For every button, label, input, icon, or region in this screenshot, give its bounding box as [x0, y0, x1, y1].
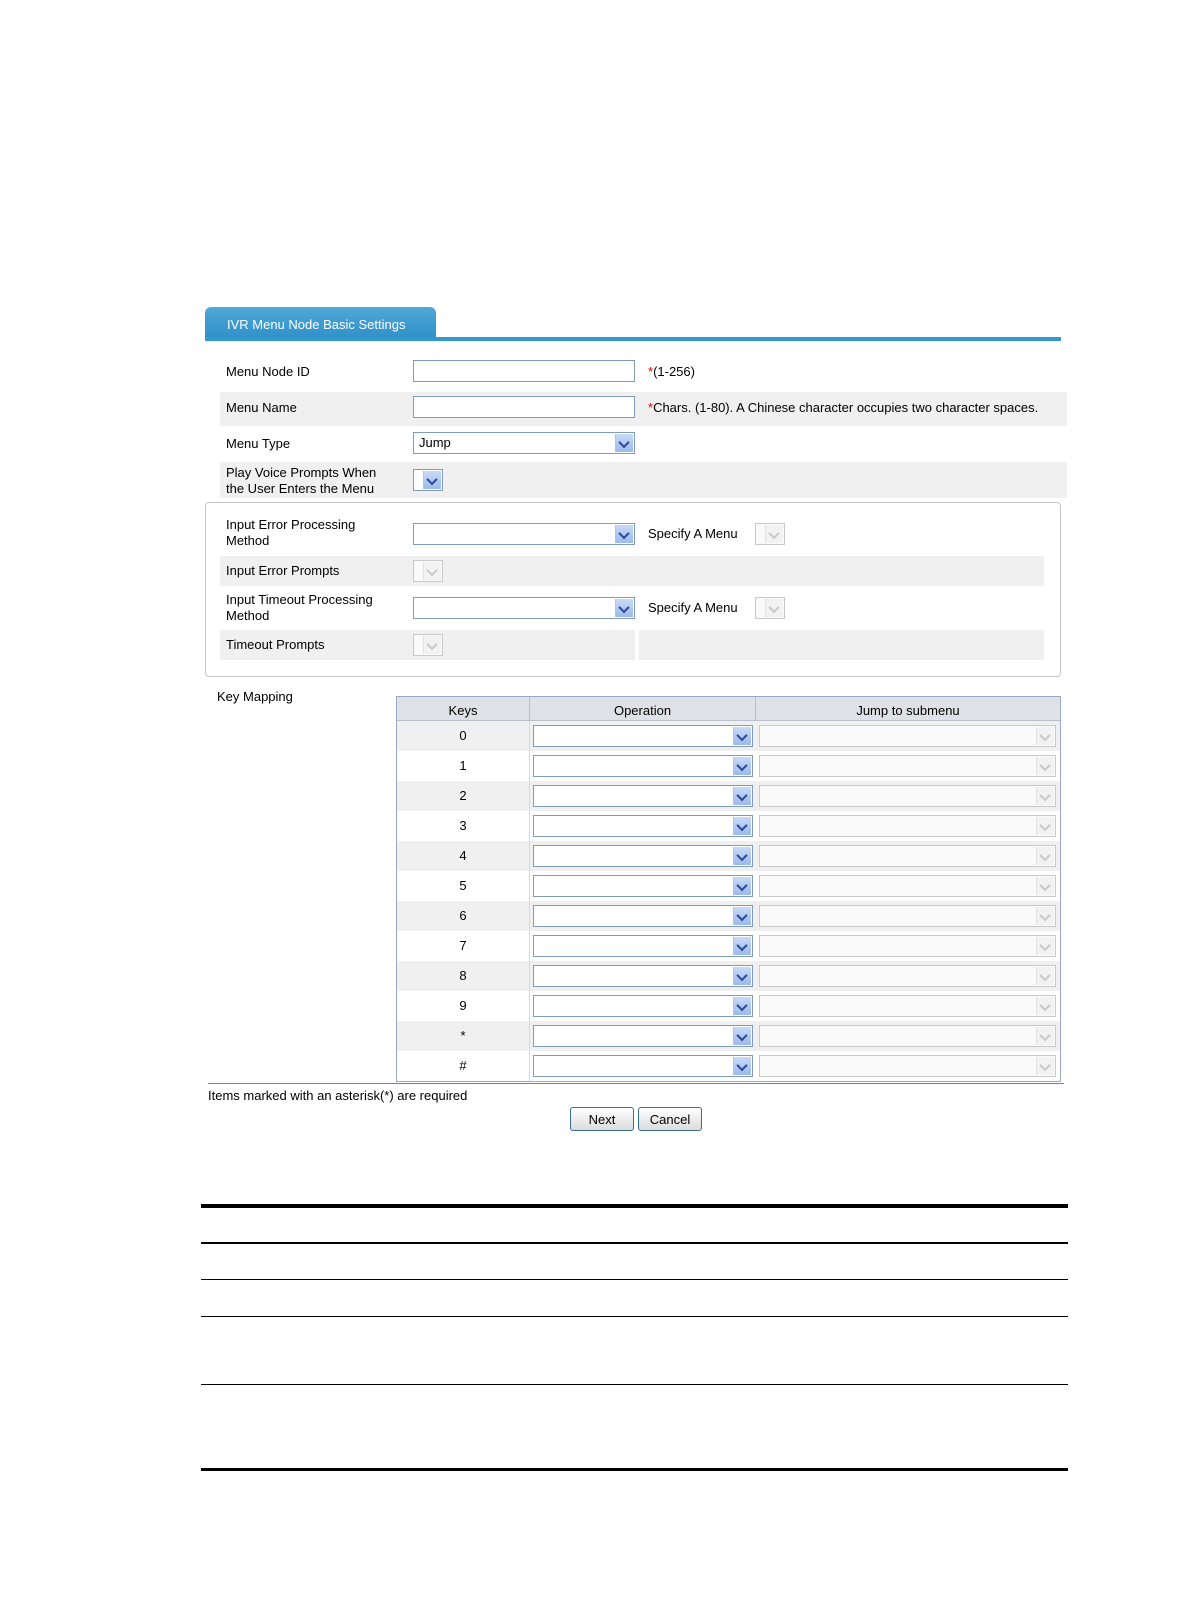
doc-table-row-rule	[201, 1279, 1068, 1280]
input-error-method-label	[226, 517, 355, 549]
play-voice-select[interactable]	[413, 469, 443, 491]
operation-select[interactable]	[533, 995, 753, 1017]
chevron-down-icon	[1036, 757, 1054, 775]
jump-to-submenu-select[interactable]	[759, 875, 1056, 897]
chevron-down-icon	[733, 907, 751, 925]
chevron-down-icon	[615, 434, 633, 452]
key-cell: 8	[397, 961, 530, 991]
footer-divider	[208, 1083, 1064, 1084]
jump-to-submenu-select[interactable]	[759, 995, 1056, 1017]
table-row	[397, 871, 1060, 901]
play-voice-label	[226, 465, 376, 497]
jump-to-submenu-select[interactable]	[759, 935, 1056, 957]
operation-select[interactable]	[533, 965, 753, 987]
jump-to-submenu-select[interactable]	[759, 1055, 1056, 1077]
key-cell: 0	[397, 721, 530, 751]
operation-select[interactable]	[533, 875, 753, 897]
input-error-method-select[interactable]	[413, 523, 635, 545]
chevron-down-icon	[1036, 817, 1054, 835]
menu-name-constraint: Chars. (1-80). A Chinese character occupies two character spaces.	[653, 400, 1039, 415]
chevron-down-icon	[733, 937, 751, 955]
table-row	[397, 721, 1060, 751]
chevron-down-icon	[733, 727, 751, 745]
play-voice-label-line1: Play Voice Prompts When	[226, 465, 377, 480]
key-mapping-label: Key Mapping	[217, 689, 293, 704]
tab-underline	[205, 337, 1061, 341]
input-timeout-method-label-line2: Method	[226, 608, 270, 623]
key-mapping-table	[396, 696, 1061, 1082]
chevron-down-icon	[733, 1027, 751, 1045]
chevron-down-icon	[733, 877, 751, 895]
table-row	[397, 991, 1060, 1021]
table-row	[397, 931, 1060, 961]
table-row	[397, 841, 1060, 871]
input-timeout-method-select[interactable]	[413, 597, 635, 619]
input-error-method-label-line2: Method	[226, 533, 270, 548]
jump-to-submenu-select[interactable]	[759, 845, 1056, 867]
key-cell: *	[397, 1021, 530, 1051]
chevron-down-icon	[1036, 1027, 1054, 1045]
chevron-down-icon	[1036, 997, 1054, 1015]
menu-name-hint	[648, 400, 1038, 415]
key-cell: 9	[397, 991, 530, 1021]
key-cell: 1	[397, 751, 530, 781]
tab-ivr-menu-node-basic-settings[interactable]: IVR Menu Node Basic Settings	[205, 307, 436, 340]
chevron-down-icon	[1036, 847, 1054, 865]
menu-name-input[interactable]	[413, 396, 635, 418]
chevron-down-icon	[1036, 967, 1054, 985]
operation-select[interactable]	[533, 755, 753, 777]
chevron-down-icon	[733, 967, 751, 985]
chevron-down-icon	[423, 562, 441, 580]
required-note: Items marked with an asterisk(*) are required	[208, 1088, 468, 1103]
column-header-keys: Keys	[397, 697, 530, 721]
operation-select[interactable]	[533, 725, 753, 747]
key-cell: #	[397, 1051, 530, 1081]
operation-select[interactable]	[533, 935, 753, 957]
operation-select[interactable]	[533, 785, 753, 807]
operation-select[interactable]	[533, 1055, 753, 1077]
operation-select[interactable]	[533, 815, 753, 837]
input-timeout-specify-menu-label: Specify A Menu	[648, 600, 738, 615]
key-cell: 4	[397, 841, 530, 871]
table-row	[397, 901, 1060, 931]
menu-node-id-label: Menu Node ID	[226, 364, 310, 379]
chevron-down-icon	[733, 1057, 751, 1075]
chevron-down-icon	[765, 525, 783, 543]
jump-to-submenu-select[interactable]	[759, 755, 1056, 777]
operation-select[interactable]	[533, 1025, 753, 1047]
key-cell: 2	[397, 781, 530, 811]
menu-type-value: Jump	[419, 435, 451, 450]
next-button[interactable]: Next	[570, 1107, 634, 1131]
jump-to-submenu-select[interactable]	[759, 725, 1056, 747]
jump-to-submenu-select[interactable]	[759, 785, 1056, 807]
jump-to-submenu-select[interactable]	[759, 905, 1056, 927]
chevron-down-icon	[733, 817, 751, 835]
input-error-method-label-line1: Input Error Processing	[226, 517, 356, 532]
table-row	[397, 781, 1060, 811]
operation-select[interactable]	[533, 905, 753, 927]
chevron-down-icon	[1036, 1057, 1054, 1075]
jump-to-submenu-select[interactable]	[759, 1025, 1056, 1047]
column-header-jump-to-submenu: Jump to submenu	[756, 697, 1060, 721]
key-cell: 6	[397, 901, 530, 931]
timeout-prompts-row-filler	[639, 630, 1044, 660]
chevron-down-icon	[1036, 877, 1054, 895]
table-row	[397, 811, 1060, 841]
input-error-specify-menu-select[interactable]	[755, 523, 785, 545]
chevron-down-icon	[1036, 727, 1054, 745]
doc-table-header-rule	[201, 1242, 1068, 1244]
column-header-operation: Operation	[530, 697, 756, 721]
chevron-down-icon	[423, 636, 441, 654]
input-error-prompts-label: Input Error Prompts	[226, 563, 340, 578]
doc-table-row-rule	[201, 1316, 1068, 1317]
key-cell: 3	[397, 811, 530, 841]
chevron-down-icon	[615, 525, 633, 543]
input-error-prompts-select[interactable]	[413, 560, 443, 582]
input-timeout-specify-menu-select[interactable]	[755, 597, 785, 619]
menu-type-select[interactable]	[413, 432, 635, 454]
chevron-down-icon	[733, 997, 751, 1015]
table-row	[397, 751, 1060, 781]
chevron-down-icon	[1036, 907, 1054, 925]
chevron-down-icon	[423, 471, 441, 489]
chevron-down-icon	[733, 787, 751, 805]
chevron-down-icon	[1036, 787, 1054, 805]
input-timeout-method-label-line1: Input Timeout Processing	[226, 592, 373, 607]
table-row	[397, 961, 1060, 991]
input-error-specify-menu-label: Specify A Menu	[648, 526, 738, 541]
chevron-down-icon	[615, 599, 633, 617]
required-asterisk: *	[648, 400, 654, 415]
table-row	[397, 1051, 1060, 1081]
key-cell: 5	[397, 871, 530, 901]
timeout-prompts-select[interactable]	[413, 634, 443, 656]
menu-node-id-input[interactable]	[413, 360, 635, 382]
key-cell: 7	[397, 931, 530, 961]
jump-to-submenu-select[interactable]	[759, 965, 1056, 987]
chevron-down-icon	[1036, 937, 1054, 955]
menu-name-label: Menu Name	[226, 400, 297, 415]
input-error-prompts-row	[220, 556, 1044, 586]
chevron-down-icon	[733, 847, 751, 865]
input-timeout-method-label	[226, 592, 373, 624]
doc-table-row-rule	[201, 1384, 1068, 1385]
timeout-prompts-label: Timeout Prompts	[226, 637, 325, 652]
table-row	[397, 1021, 1060, 1051]
menu-node-id-hint	[648, 364, 695, 379]
chevron-down-icon	[765, 599, 783, 617]
doc-table-bottom-rule	[201, 1468, 1068, 1471]
cancel-button[interactable]: Cancel	[638, 1107, 702, 1131]
chevron-down-icon	[733, 757, 751, 775]
operation-select[interactable]	[533, 845, 753, 867]
play-voice-label-line2: the User Enters the Menu	[226, 481, 375, 496]
doc-table-top-rule	[201, 1204, 1068, 1208]
menu-node-id-range: (1-256)	[653, 364, 695, 379]
required-asterisk: *	[648, 364, 654, 379]
jump-to-submenu-select[interactable]	[759, 815, 1056, 837]
menu-type-label: Menu Type	[226, 436, 291, 451]
